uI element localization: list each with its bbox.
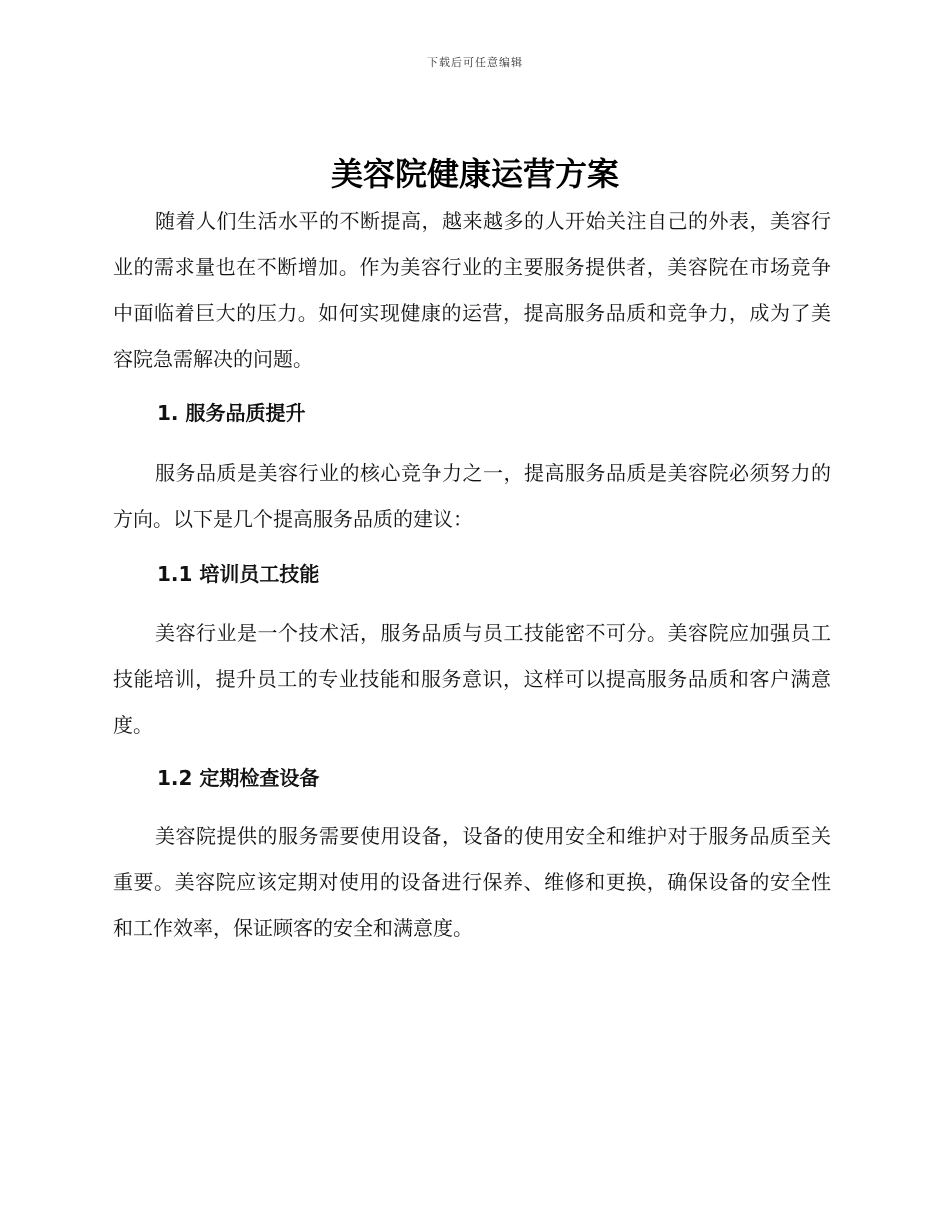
section-heading-staff-training: 1.1 培训员工技能 (157, 562, 320, 586)
section-paragraph-service-quality: 服务品质是美容行业的核心竞争力之一，提高服务品质是美容院必须努力的方向。以下是几个提高服务品质的建议： (113, 461, 831, 531)
section-heading-equipment-check: 1.2 定期检查设备 (157, 766, 320, 790)
page-header-note: 下载后可任意编辑 (427, 56, 523, 69)
section-heading-service-quality: 1. 服务品质提升 (157, 401, 306, 425)
intro-paragraph: 随着人们生活水平的不断提高，越来越多的人开始关注自己的外表，美容行业的需求量也在不断增加。作为美容行业的主要服务提供者，美容院在市场竞争中面临着巨大的压力。如何实现健康的运营，提高服务品质和竞争力，成为了美容院急需解决的问题。 (113, 209, 831, 371)
section-paragraph-equipment-check: 美容院提供的服务需要使用设备，设备的使用安全和维护对于服务品质至关重要。美容院应该定期对使用的设备进行保养、维修和更换，确保设备的安全性和工作效率，保证顾客的安全和满意度。 (113, 824, 831, 940)
section-paragraph-staff-training: 美容行业是一个技术活，服务品质与员工技能密不可分。美容院应加强员工技能培训，提升员工的专业技能和服务意识，这样可以提高服务品质和客户满意度。 (113, 621, 831, 737)
document-title: 美容院健康运营方案 (330, 155, 619, 193)
